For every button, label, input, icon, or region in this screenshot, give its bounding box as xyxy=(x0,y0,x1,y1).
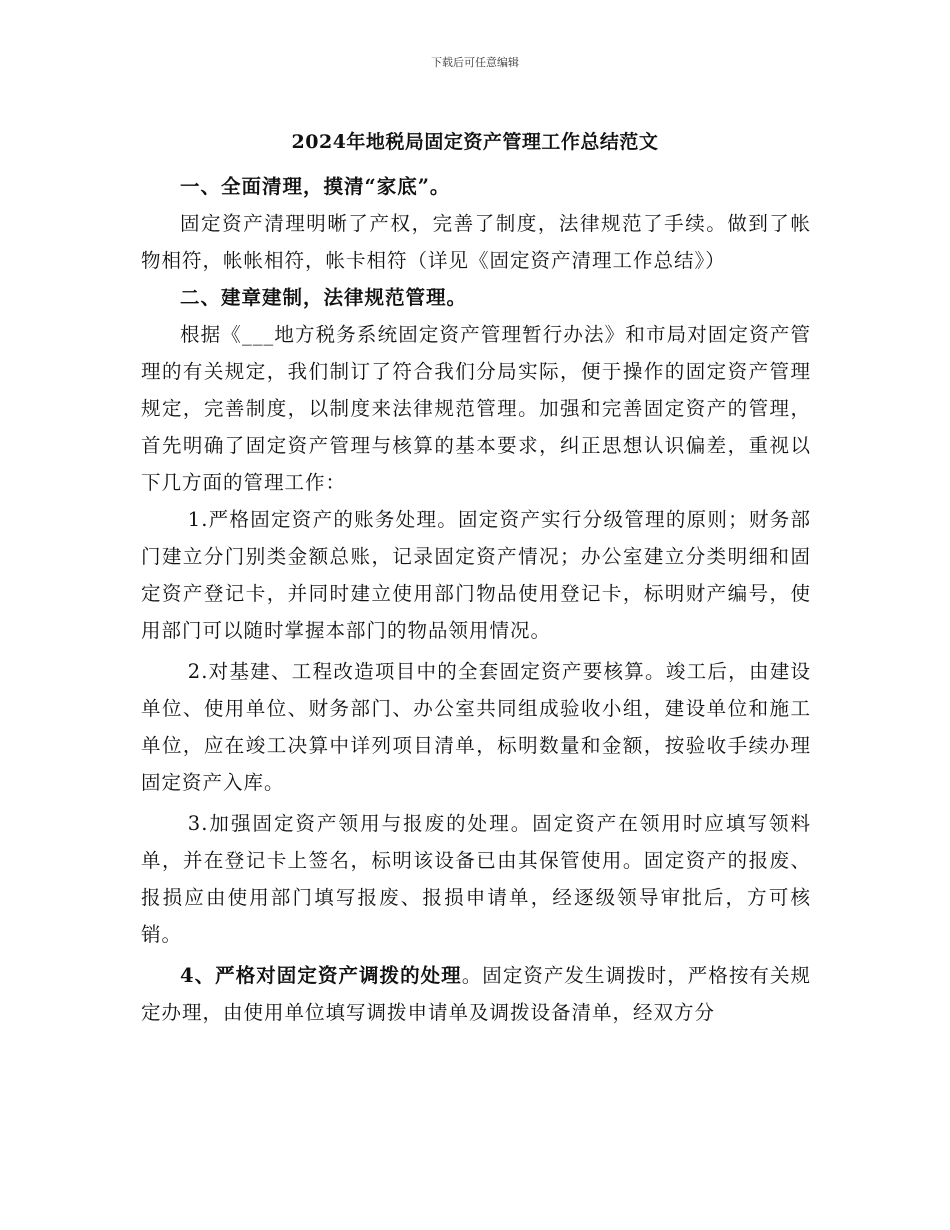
document-title: 2024年地税局固定资产管理工作总结范文 xyxy=(291,131,659,153)
list-item-4-lead: 4、严格对固定资产调拨的处理 xyxy=(180,964,462,987)
section-1-heading: 一、全面清理，摸清“家底”。 xyxy=(180,175,451,198)
list-item-4-text: 。固定资产发生调拨时，严格按有关规定办理，由使用单位填写调拨申请单及调拨设备清单，经双方分 xyxy=(141,964,811,1024)
section-1-body: 固定资产清理明晰了产权，完善了制度，法律规范了手续。做到了帐物相符，帐帐相符，帐卡相符（详见《固定资产清理工作总结》） xyxy=(141,212,811,272)
list-item-2: 2.对基建、工程改造项目中的全套固定资产要核算。竣工后，由建设单位、使用单位、财务部门、办公室共同组成验收小组，建设单位和施工单位，应在竣工决算中详列项目清单，标明数量和金额，按验收手续办理固定资产入库。 xyxy=(141,660,811,794)
section-2-body: 根据《___地方税务系统固定资产管理暂行办法》和市局对固定资产管理的有关规定，我们制订了符合我们分局实际，便于操作的固定资产管理规定，完善制度，以制度来法律规范管理。加强和完善固定资产的管理，首先明确了固定资产管理与核算的基本要求，纠正思想认识偏差，重视以下几方面的管理工作： xyxy=(141,323,811,494)
list-item-1: 1.严格固定资产的账务处理。固定资产实行分级管理的原则；财务部门建立分门别类金额总账，记录固定资产情况；办公室建立分类明细和固定资产登记卡，并同时建立使用部门物品使用登记卡，标明财产编号，使用部门可以随时掌握本部门的物品领用情况。 xyxy=(141,508,811,642)
section-2-heading: 二、建章建制，法律规范管理。 xyxy=(180,286,468,309)
list-item-3: 3.加强固定资产领用与报废的处理。固定资产在领用时应填写领料单，并在登记卡上签名，标明该设备已由其保管使用。固定资产的报废、报损应由使用部门填写报废、报损申请单，经逐级领导审批后，方可核销。 xyxy=(141,812,811,946)
list-item-4 xyxy=(141,957,811,1031)
header-note: 下载后可任意编辑 xyxy=(431,56,519,69)
document-body xyxy=(141,168,811,1031)
